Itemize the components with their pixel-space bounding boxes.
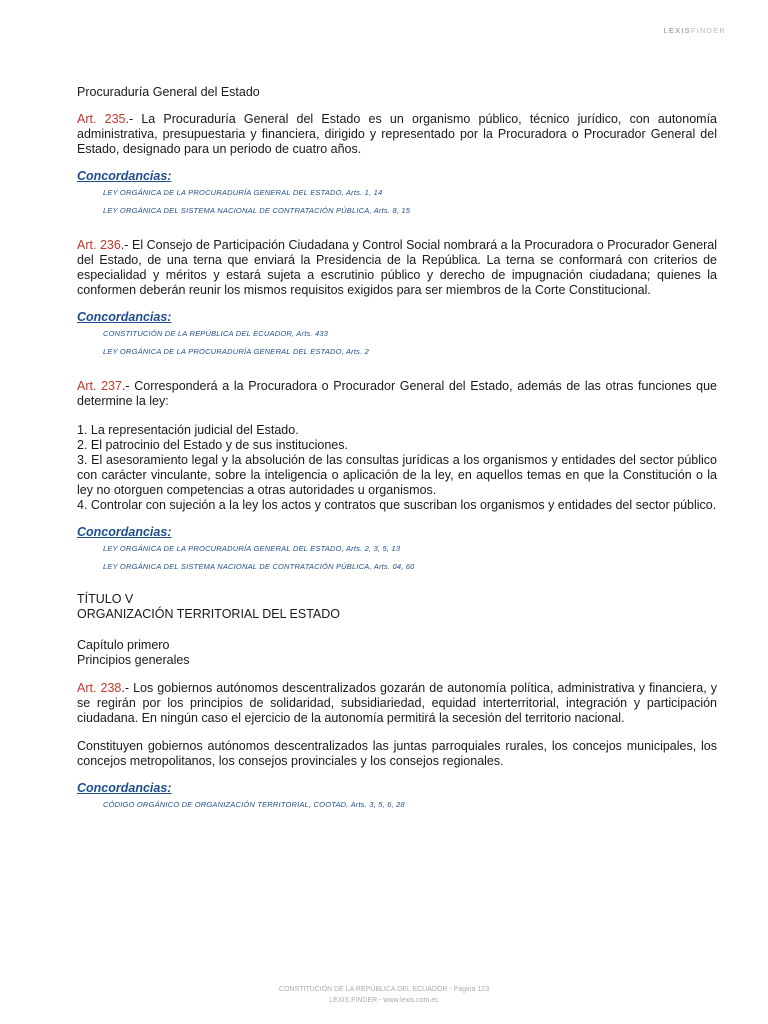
- capitulo-label: Capítulo primero: [77, 638, 170, 652]
- concordancia-link[interactable]: CÓDIGO ORGÁNICO DE ORGANIZACIÓN TERRITORIAL, COOTAD, Arts. 3, 5, 6, 28: [103, 800, 405, 809]
- capitulo-name: Principios generales: [77, 653, 190, 667]
- concordancias-heading: Concordancias:: [77, 310, 172, 324]
- concordancia-link[interactable]: CONSTITUCIÓN DE LA REPÚBLICA DEL ECUADOR, Arts. 433: [103, 329, 329, 338]
- concordancia-link[interactable]: LEY ORGÁNICA DE LA PROCURADURÍA GENERAL DEL ESTADO, Arts. 1, 14: [103, 188, 383, 197]
- footer-title: CONSTITUCIÓN DE LA REPÚBLICA DEL ECUADOR - Página 123: [278, 986, 490, 993]
- article-238: [77, 681, 717, 726]
- article-237: [77, 379, 717, 409]
- article-238-paragraph: Constituyen gobiernos autónomos descentralizados las juntas parroquiales rurales, los concejos municipales, los concejos metropolitanos, los consejos provinciales y los consejos regionales.: [77, 739, 717, 768]
- concordancias-heading: Concordancias:: [77, 525, 172, 539]
- footer-site: LEXIS FINDER - www.lexis.com.ec: [329, 997, 439, 1004]
- concordancias-heading: Concordancias:: [77, 781, 172, 795]
- page-footer: [0, 984, 768, 1006]
- list-item: 3. El asesoramiento legal y la absolución de las consultas jurídicas a los organismos y entidades del sector público con carácter vinculante, sobre la inteligencia o aplicación de la ley, en aquellos temas en que la Constitución o la ley no otorguen competencias a otras autoridades u organismos.: [77, 453, 717, 497]
- concordancia-link[interactable]: LEY ORGÁNICA DE LA PROCURADURÍA GENERAL DEL ESTADO, Arts. 2: [103, 347, 370, 356]
- article-number: Art. 236: [77, 238, 121, 252]
- article-text: .- Los gobiernos autónomos descentralizados gozarán de autonomía política, administrativa y financiera, y se regirán por los principios de solidaridad, subsidiariedad, equidad interterritorial, integración y participación ciudadana. En ningún caso el ejercicio de la autonomía permitirá la secesión del territorio nacional.: [77, 681, 717, 725]
- concordancia-link[interactable]: LEY ORGÁNICA DEL SISTEMA NACIONAL DE CONTRATACIÓN PÚBLICA, Arts. 8, 15: [103, 206, 411, 215]
- article-236: [77, 238, 717, 298]
- article-number: Art. 235: [77, 112, 126, 126]
- concordancia-link[interactable]: LEY ORGÁNICA DE LA PROCURADURÍA GENERAL DEL ESTADO, Arts. 2, 3, 5, 13: [103, 544, 401, 553]
- page-content: [77, 85, 717, 810]
- list-item: 4. Controlar con sujeción a la ley los actos y contratos que suscriban los organismos y entidades del sector público.: [77, 498, 717, 512]
- article-237-list: [77, 423, 717, 513]
- section-title: Procuraduría General del Estado: [77, 85, 260, 99]
- article-number: Art. 238: [77, 681, 122, 695]
- article-number: Art. 237: [77, 379, 122, 393]
- article-text: .- La Procuraduría General del Estado es un organismo público, técnico jurídico, con autonomía administrativa, presupuestaria y financiera, dirigido y representado por la Procuradora o Procurador General del Estado, designado para un periodo de cuatro años.: [77, 112, 717, 156]
- list-item: 1. La representación judicial del Estado.: [77, 423, 299, 437]
- article-text: .- El Consejo de Participación Ciudadana y Control Social nombrará a la Procuradora o Procurador General del Estado, de una terna que enviará la Presidencia de la República. La terna se conformará con criterios de especialidad y méritos y estará sujeta a escrutinio público y derecho de impugnación ciudadana; quienes la conformen deberán reunir los mismos requisitos exigidos para ser miembros de la Corte Constitucional.: [77, 238, 717, 297]
- article-text: .- Corresponderá a la Procuradora o Procurador General del Estado, además de las otras funciones que determine la ley:: [77, 379, 717, 408]
- brand-logo: LEXISFINDER: [663, 26, 726, 35]
- list-item: 2. El patrocinio del Estado y de sus instituciones.: [77, 438, 348, 452]
- concordancia-link[interactable]: LEY ORGÁNICA DEL SISTEMA NACIONAL DE CONTRATACIÓN PÚBLICA, Arts. 04, 60: [103, 562, 415, 571]
- titulo-label: TÍTULO V: [77, 592, 134, 606]
- titulo-name: ORGANIZACIÓN TERRITORIAL DEL ESTADO: [77, 607, 341, 621]
- article-235: [77, 112, 717, 157]
- concordancias-heading: Concordancias:: [77, 169, 172, 183]
